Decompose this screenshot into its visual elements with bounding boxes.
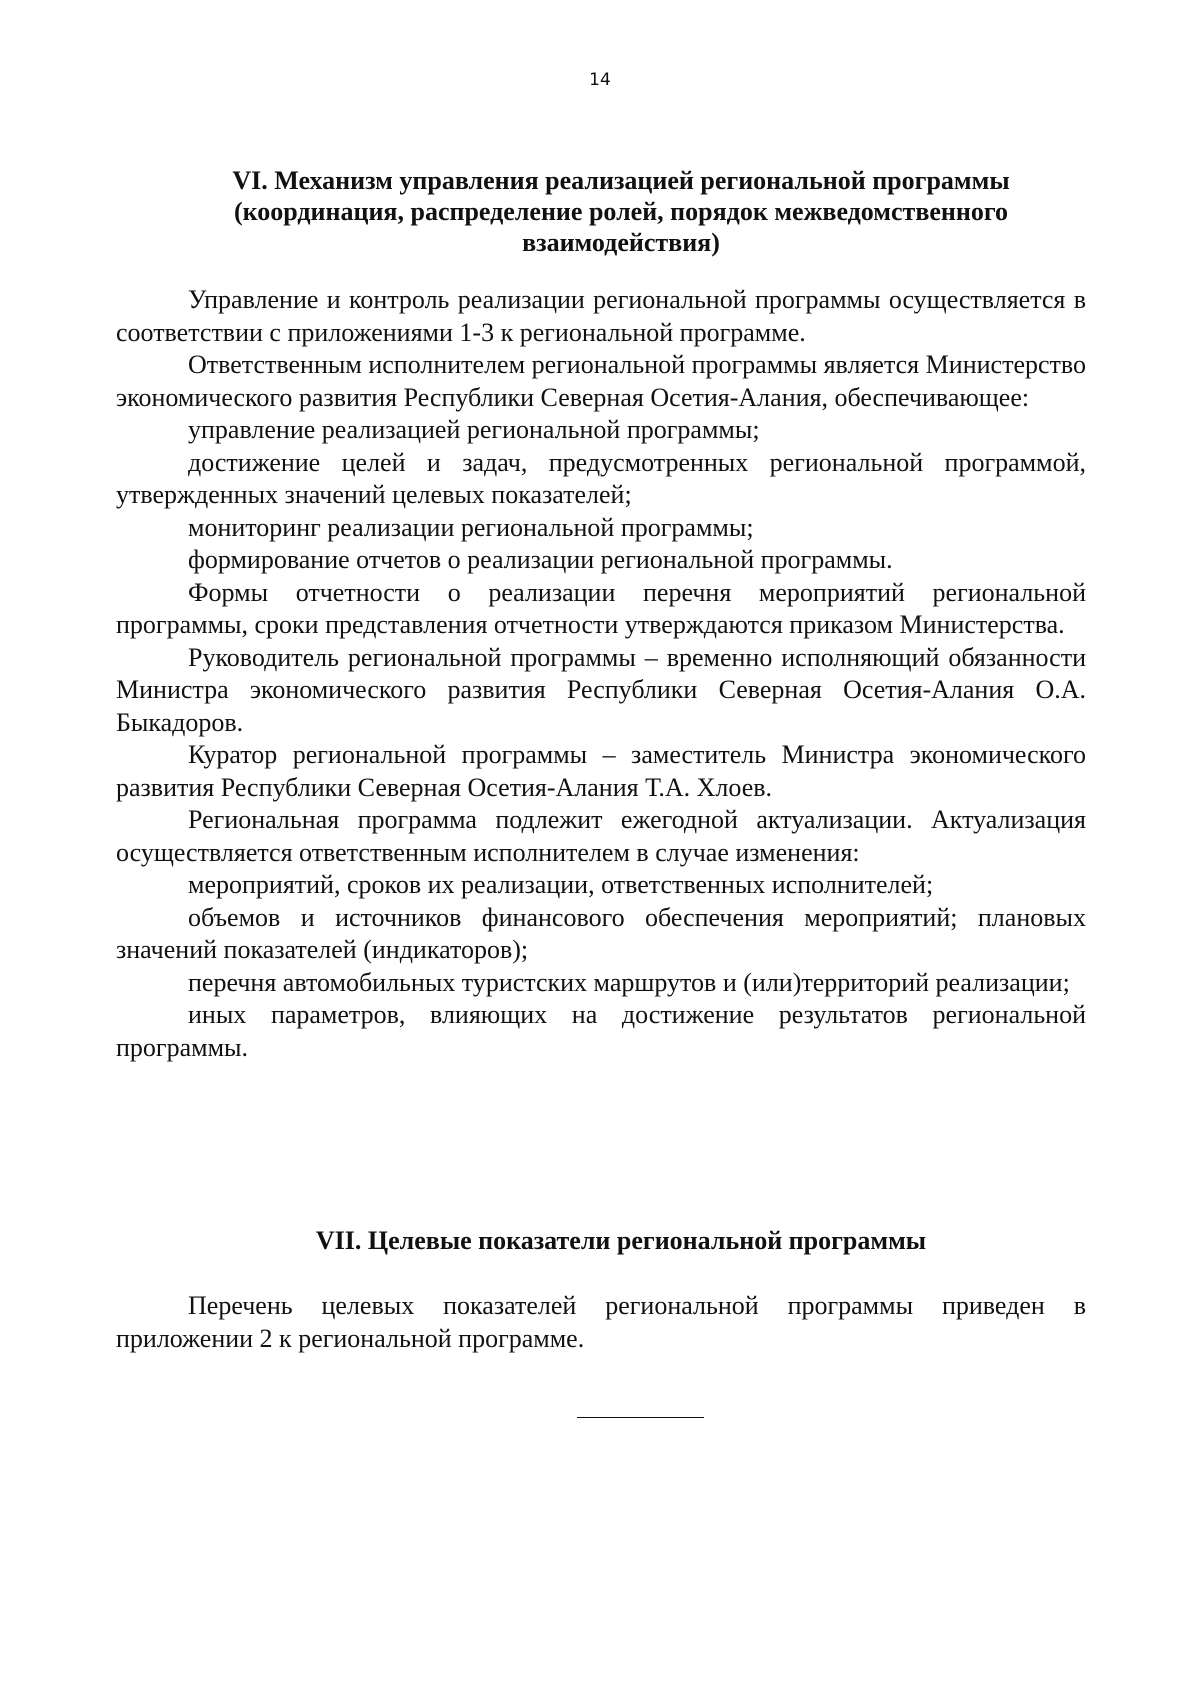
paragraph: управление реализацией региональной программы; [188,415,760,444]
section-7-body [116,1290,1086,1355]
paragraph: мониторинг реализации региональной программы; [188,512,754,542]
paragraph: достижение целей и задач, предусмотренных региональной программой, утвержденных значений целевых показателей; [116,447,1086,509]
page-number: 14 [589,70,611,90]
paragraph: Управление и контроль реализации региональной программы осуществляется в соответствии с приложениями 1-3 к региональной программе. [116,285,1086,347]
paragraph: иных параметров, влияющих на достижение результатов региональной программы. [116,1000,1086,1062]
paragraph: Ответственным исполнителем региональной программы является Министерство экономического развития Республики Северная Осетия-Алания, обеспечивающее: [116,350,1086,412]
paragraph: Перечень целевых показателей региональной программы приведен в приложении 2 к региональной программе. [116,1291,1086,1353]
paragraph: Формы отчетности о реализации перечня мероприятий региональной программы, сроки представления отчетности утверждаются приказом Министерства. [116,577,1086,639]
section-6-body [116,284,1086,1064]
paragraph: перечня автомобильных туристских маршрутов и (или)территорий реализации; [188,967,1070,997]
paragraph: Руководитель региональной программы – временно исполняющий обязанности Министра экономического развития Республики Северная Осетия-Алания О.А. Быкадоров. [116,642,1086,737]
paragraph: Куратор региональной программы – заместитель Министра экономического развития Республики Северная Осетия-Алания Т.А. Хлоев. [116,740,1086,802]
paragraph: Региональная программа подлежит ежегодной актуализации. Актуализация осуществляется ответственным исполнителем в случае изменения: [116,805,1086,867]
paragraph: объемов и источников финансового обеспечения мероприятий; плановых значений показателей (индикаторов); [116,902,1086,964]
section-6-title: VI. Механизм управления реализацией региональной программы (координация, распределение ролей, порядок межведомственного взаимодействия) [232,166,1010,257]
paragraph: формирование отчетов о реализации региональной программы. [188,545,893,574]
paragraph: мероприятий, сроков их реализации, ответственных исполнителей; [188,870,934,899]
end-of-document-rule [577,1417,704,1418]
section-7-title: VII. Целевые показатели региональной программы [315,1226,927,1255]
